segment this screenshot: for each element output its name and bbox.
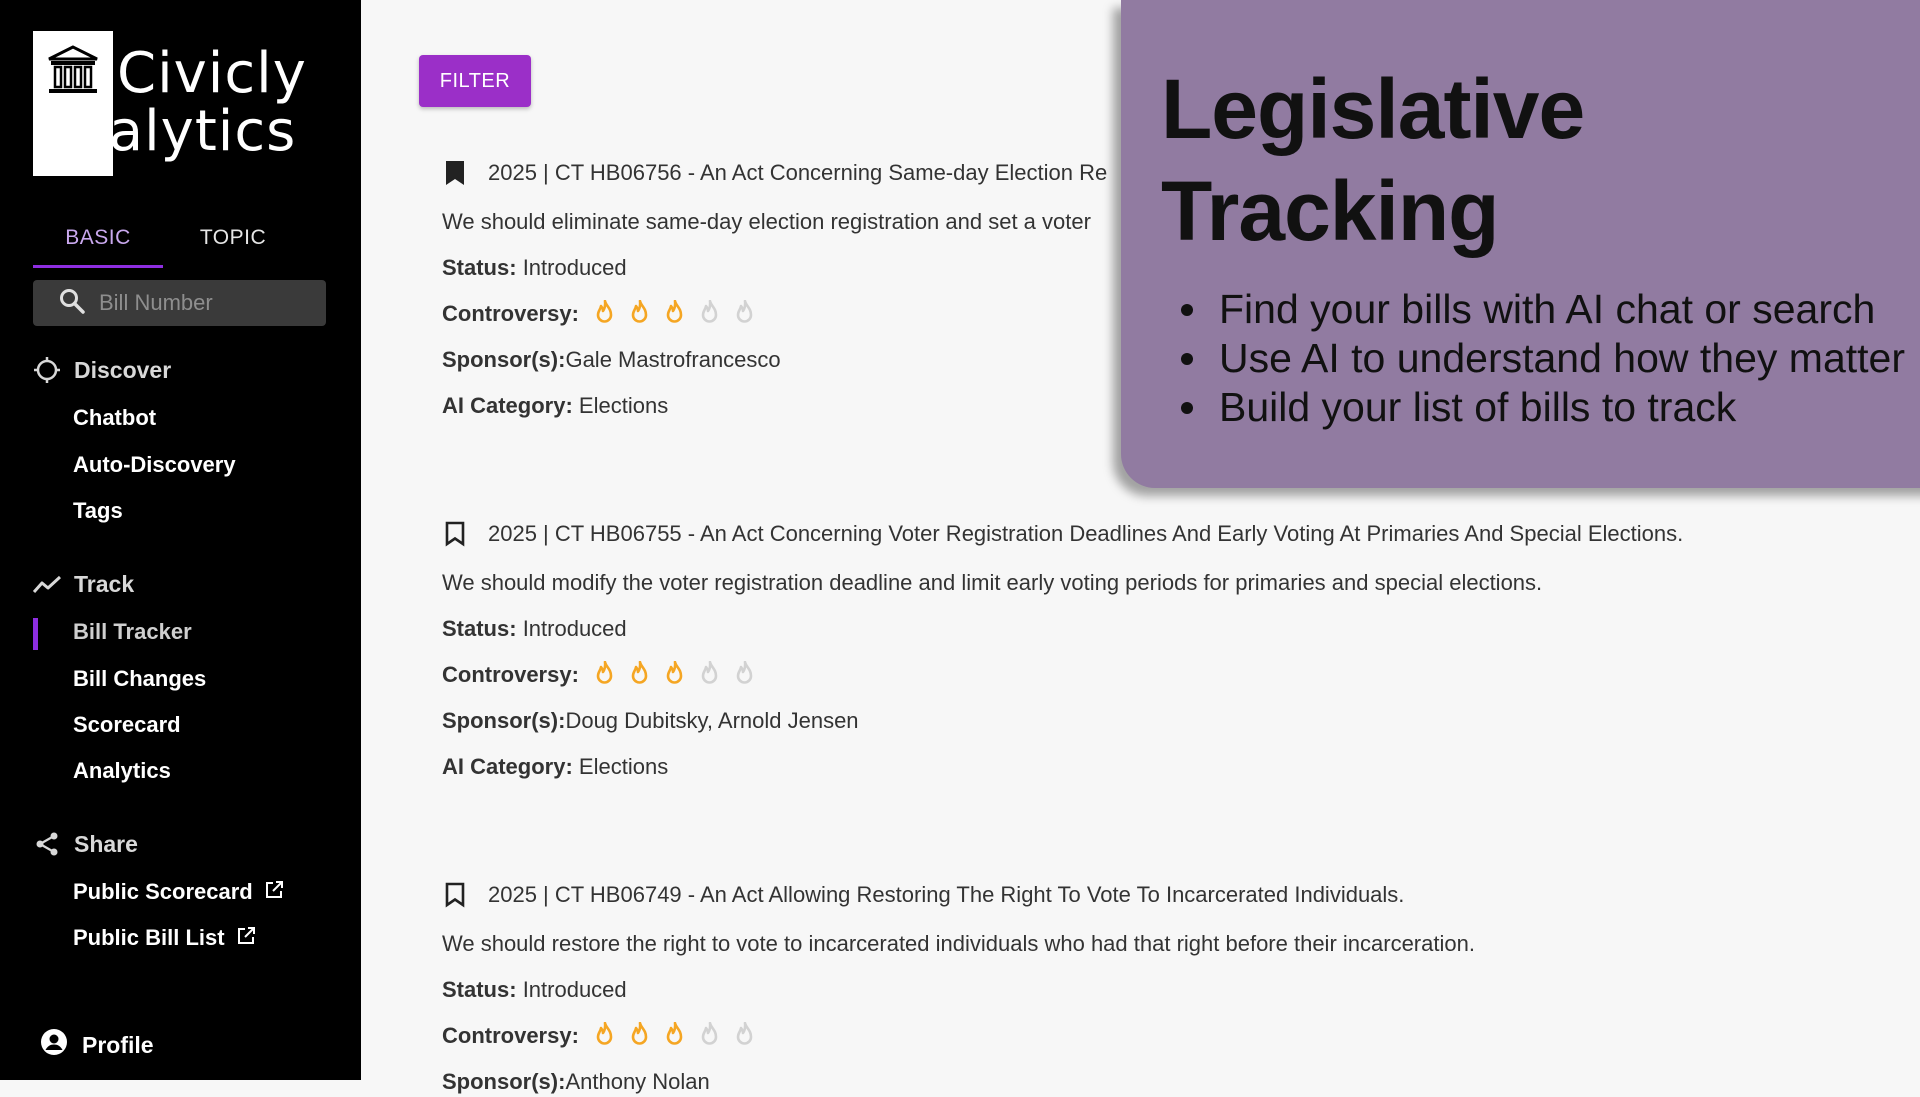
bill-card (442, 519, 1902, 782)
section-track-label: Track (74, 570, 135, 597)
bill-title[interactable]: 2025 | CT HB06756 - An Act Concerning Same-day Election Re (488, 160, 1108, 185)
flame-icon (698, 300, 722, 328)
brand-line1: Civicly (117, 41, 307, 106)
crosshair-icon (33, 356, 61, 384)
promo-card (1121, 0, 1920, 488)
nav-public-bill-list-label: Public Bill List (73, 925, 225, 950)
logo[interactable] (33, 31, 307, 176)
controversy-rating (593, 661, 768, 689)
nav-tags[interactable]: Tags (73, 498, 123, 523)
category-value: Elections (578, 754, 669, 779)
bullet-icon (1181, 304, 1193, 316)
controversy-label: Controversy: (442, 1023, 579, 1048)
bill-title[interactable]: 2025 | CT HB06755 - An Act Concerning Voter Registration Deadlines And Early Voting At Primaries And Special Elections. (488, 521, 1684, 546)
search-tabs (33, 218, 303, 268)
profile-button[interactable] (40, 1028, 154, 1062)
tab-basic[interactable]: BASIC (33, 218, 163, 268)
bill-card (442, 880, 1902, 1097)
trend-up-icon (33, 570, 61, 598)
promo-title-line2: Tracking (1161, 164, 1499, 258)
promo-bullet-text: Build your list of bills to track (1219, 384, 1737, 430)
bill-controversy (442, 660, 1902, 690)
section-discover (33, 356, 171, 384)
promo-bullet (1181, 285, 1905, 334)
status-label: Status: (442, 977, 517, 1002)
category-label: AI Category: (442, 393, 573, 418)
filter-button[interactable]: FILTER (419, 55, 531, 107)
external-link-icon (265, 879, 283, 905)
bill-category (442, 752, 1902, 782)
bill-controversy (442, 1021, 1902, 1051)
promo-title (1161, 58, 1861, 262)
nav-chatbot[interactable]: Chatbot (73, 405, 157, 430)
sponsors-label: Sponsor(s): (442, 347, 566, 372)
nav-scorecard[interactable]: Scorecard (73, 712, 181, 737)
bookmark-filled-icon[interactable] (442, 160, 468, 186)
flame-icon (733, 661, 757, 689)
section-share-label: Share (74, 830, 138, 857)
sponsors-value: Anthony Nolan (565, 1069, 710, 1094)
flame-icon (663, 661, 687, 689)
bill-sponsors (442, 1067, 1902, 1097)
search-icon (59, 288, 85, 319)
controversy-label: Controversy: (442, 662, 579, 687)
bookmark-outline-icon[interactable] (442, 882, 468, 908)
flame-icon (628, 300, 652, 328)
section-track (33, 570, 134, 598)
controversy-rating (593, 300, 768, 328)
bill-title-row[interactable] (442, 880, 1902, 910)
flame-icon (593, 300, 617, 328)
flame-icon (593, 1022, 617, 1050)
bill-status (442, 975, 1902, 1005)
category-value: Elections (578, 393, 669, 418)
promo-bullet-text: Find your bills with AI chat or search (1219, 286, 1876, 332)
bill-number-input[interactable] (99, 290, 319, 316)
flame-icon (698, 661, 722, 689)
status-value: Introduced (522, 616, 627, 641)
section-discover-label: Discover (74, 356, 172, 383)
nav-analytics[interactable]: Analytics (73, 758, 171, 783)
sponsors-value: Doug Dubitsky, Arnold Jensen (565, 708, 859, 733)
flame-icon (663, 1022, 687, 1050)
promo-bullet (1181, 383, 1905, 432)
bookmark-outline-icon[interactable] (442, 521, 468, 547)
flame-icon (593, 661, 617, 689)
nav-auto-discovery[interactable]: Auto-Discovery (73, 452, 236, 477)
nav-public-scorecard-label: Public Scorecard (73, 879, 253, 904)
brand-line2: Analytics (33, 99, 297, 164)
promo-title-line1: Legislative (1161, 62, 1585, 156)
status-label: Status: (442, 616, 517, 641)
status-value: Introduced (522, 977, 627, 1002)
sidebar (0, 0, 361, 1080)
sponsors-label: Sponsor(s): (442, 1069, 566, 1094)
bill-sponsors (442, 706, 1902, 736)
controversy-rating (593, 1022, 768, 1050)
status-value: Introduced (522, 255, 627, 280)
sponsors-value: Gale Mastrofrancesco (565, 347, 781, 372)
category-label: AI Category: (442, 754, 573, 779)
bill-title-row[interactable] (442, 519, 1902, 549)
status-label: Status: (442, 255, 517, 280)
external-link-icon (237, 925, 255, 951)
bullet-icon (1181, 353, 1193, 365)
flame-icon (663, 300, 687, 328)
bill-summary: We should restore the right to vote to incarcerated individuals who had that right before their incarceration. (442, 931, 1475, 956)
bill-title[interactable]: 2025 | CT HB06749 - An Act Allowing Restoring The Right To Vote To Incarcerated Individuals. (488, 882, 1405, 907)
active-indicator (33, 618, 38, 650)
brand-name (33, 41, 307, 164)
flame-icon (733, 1022, 757, 1050)
nav-public-bill-list[interactable] (73, 925, 255, 951)
bill-summary: We should modify the voter registration deadline and limit early voting periods for primaries and special elections. (442, 570, 1543, 595)
controversy-label: Controversy: (442, 301, 579, 326)
section-share (33, 830, 138, 858)
promo-bullet (1181, 334, 1905, 383)
flame-icon (628, 661, 652, 689)
flame-icon (733, 300, 757, 328)
promo-bullets (1181, 285, 1905, 432)
bullet-icon (1181, 402, 1193, 414)
tab-topic[interactable]: TOPIC (199, 226, 267, 249)
profile-label: Profile (82, 1031, 154, 1058)
bill-summary: We should eliminate same-day election registration and set a voter (442, 209, 1091, 234)
search-box (33, 280, 326, 326)
sponsors-label: Sponsor(s): (442, 708, 566, 733)
nav-bill-tracker[interactable]: Bill Tracker (73, 619, 192, 644)
share-icon (33, 830, 61, 858)
nav-bill-changes[interactable]: Bill Changes (73, 666, 207, 691)
nav-public-scorecard[interactable] (73, 879, 283, 905)
bill-status (442, 614, 1902, 644)
flame-icon (698, 1022, 722, 1050)
account-circle-icon (40, 1028, 68, 1062)
flame-icon (628, 1022, 652, 1050)
promo-bullet-text: Use AI to understand how they matter (1219, 335, 1905, 381)
